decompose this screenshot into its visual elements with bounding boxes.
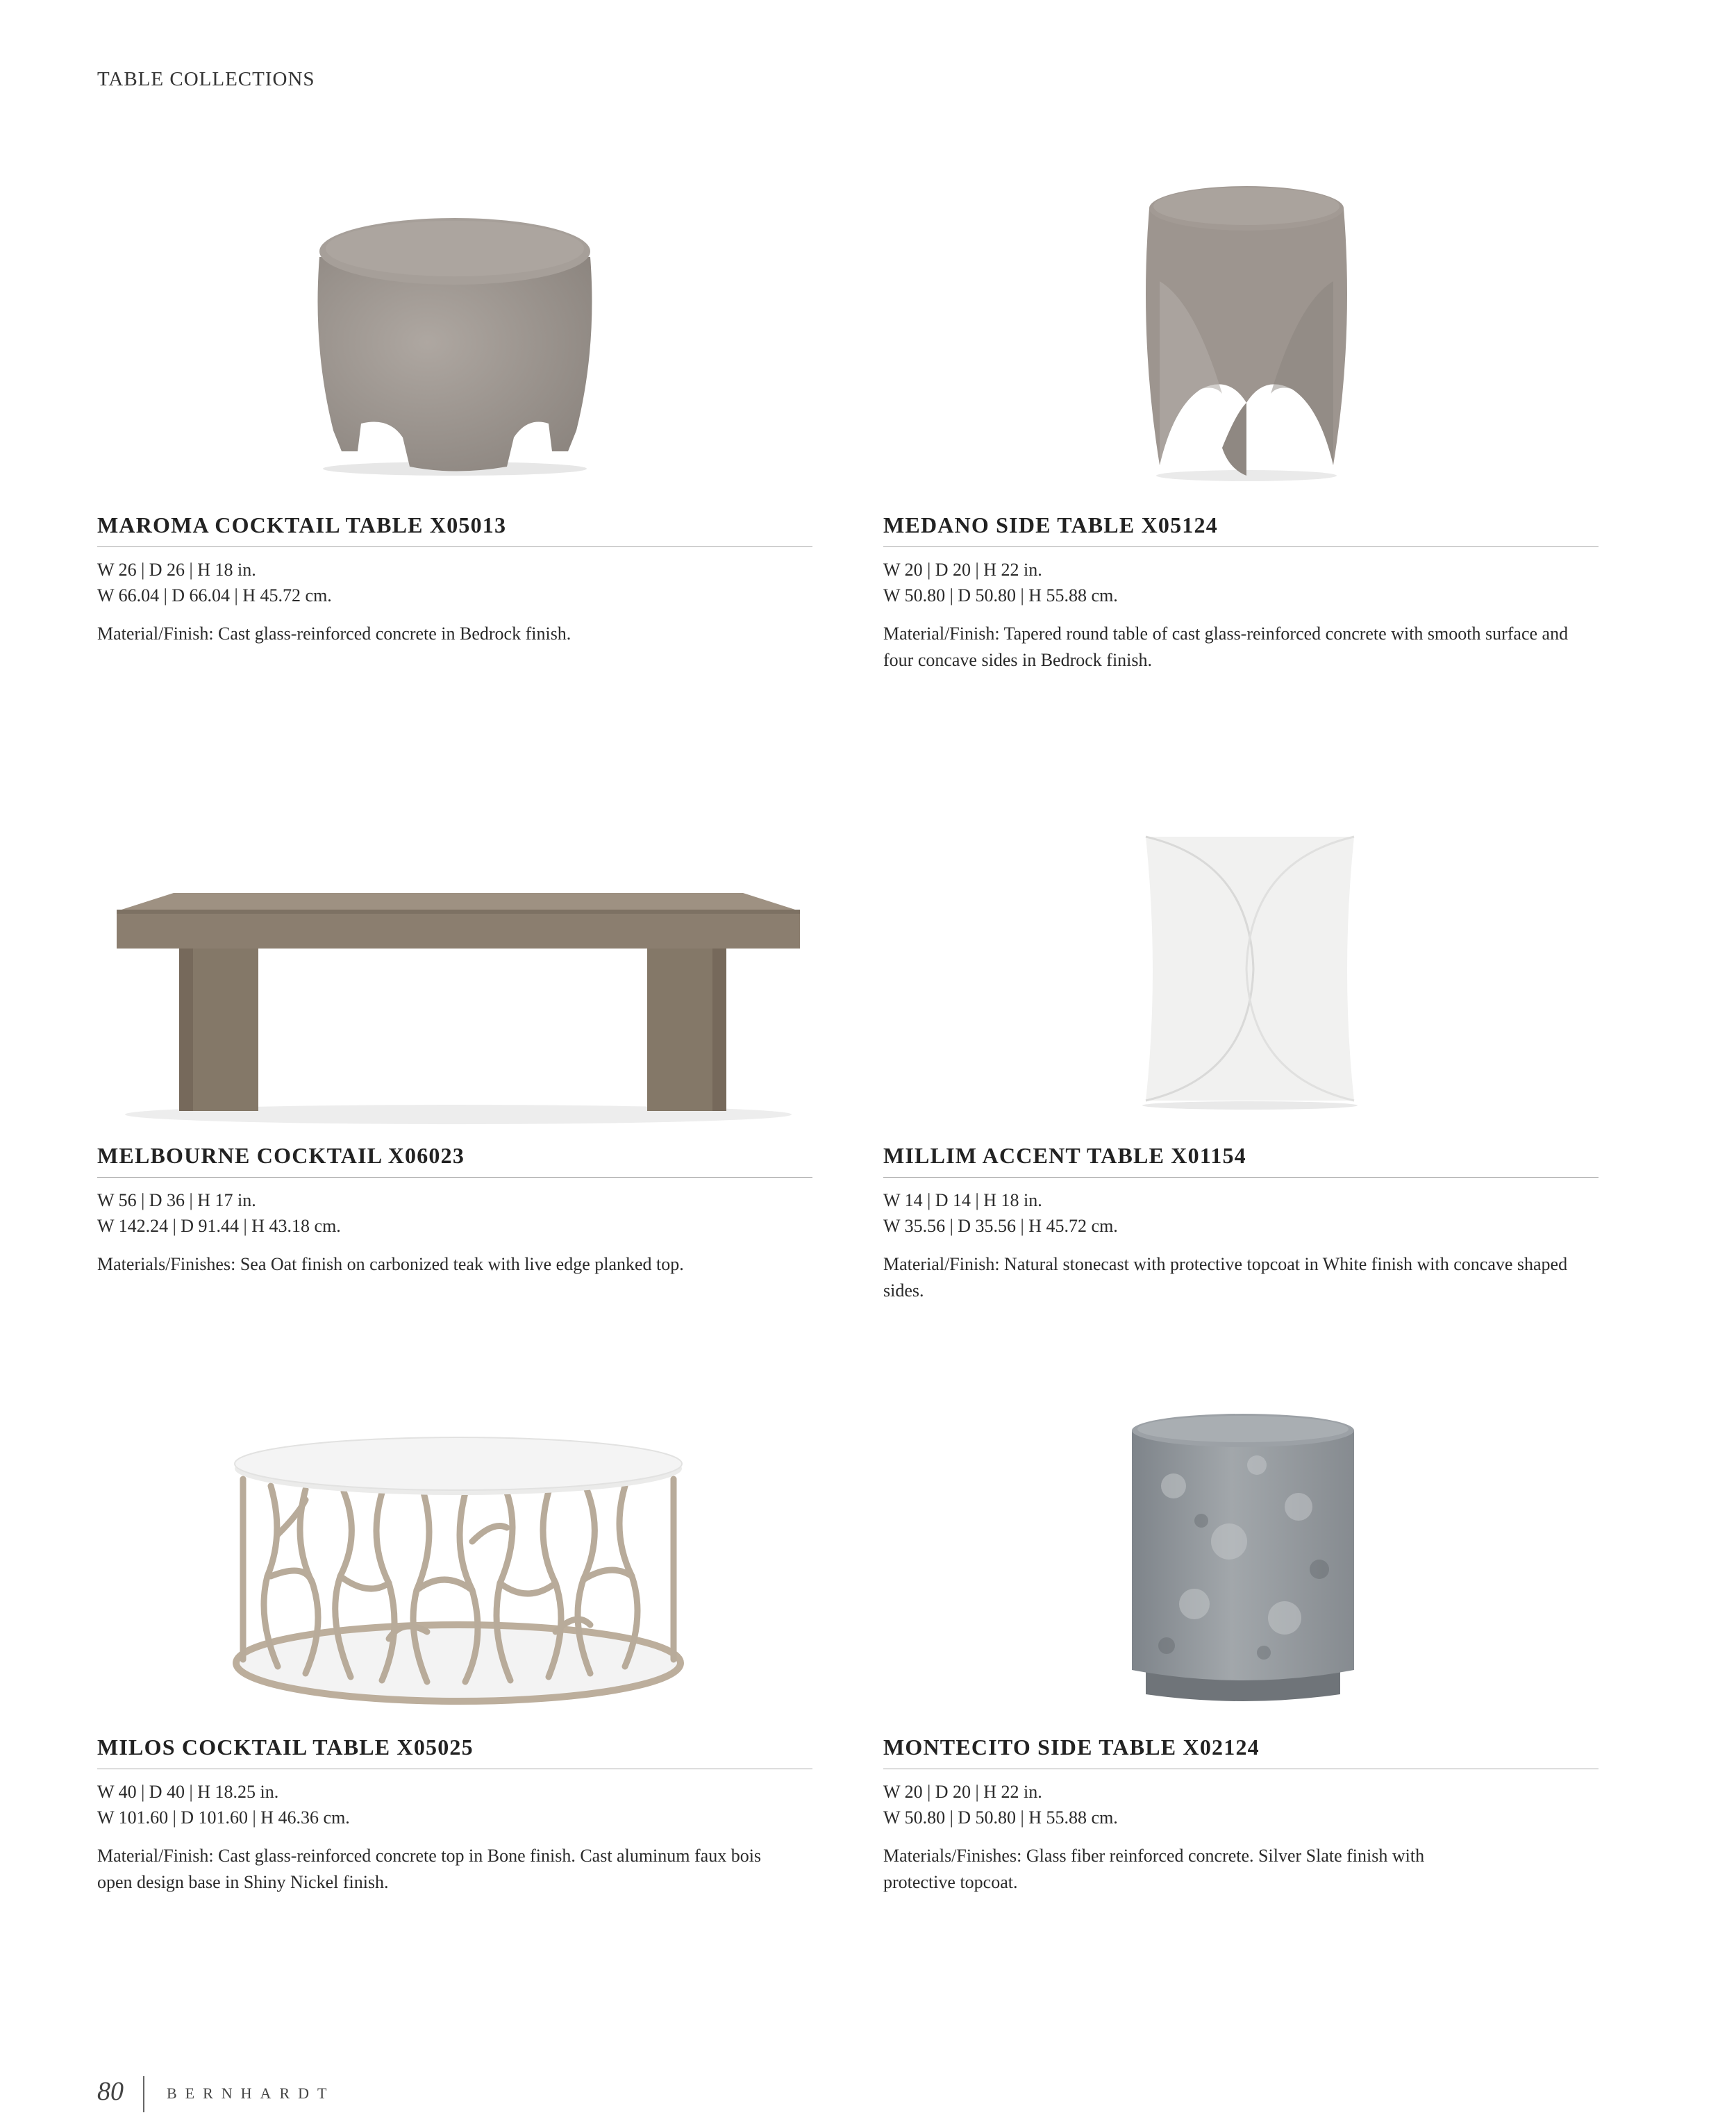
brand-wordmark: BERNHARDT: [167, 2085, 335, 2102]
product-name: MELBOURNE COCKTAIL X06023: [97, 1143, 812, 1178]
maroma-table-image: [306, 208, 604, 483]
melbourne-table-image: [111, 889, 806, 1128]
dimensions-inches: W 26 | D 26 | H 18 in.: [97, 560, 256, 580]
product-millim: [883, 1143, 1599, 1304]
montecito-table-image: [1125, 1403, 1361, 1705]
product-name: MEDANO SIDE TABLE X05124: [883, 512, 1599, 547]
product-description: Material/Finish: Cast glass-reinforced concrete in Bedrock finish.: [97, 624, 571, 644]
product-milos: [97, 1735, 812, 1896]
dimensions-inches: W 20 | D 20 | H 22 in.: [883, 560, 1042, 580]
product-montecito: [883, 1735, 1599, 1896]
dimensions-inches: W 40 | D 40 | H 18.25 in.: [97, 1782, 279, 1802]
dimensions-inches: W 14 | D 14 | H 18 in.: [883, 1190, 1042, 1210]
section-title: TABLE COLLECTIONS: [97, 68, 315, 90]
dimensions-cm: W 101.60 | D 101.60 | H 46.36 cm.: [97, 1807, 350, 1828]
millim-table-image: [1139, 833, 1361, 1114]
dimensions-inches: W 20 | D 20 | H 22 in.: [883, 1782, 1042, 1802]
medano-table-image: [1132, 177, 1361, 486]
product-description: Material/Finish: Tapered round table of cast glass-reinforced concrete with smooth surface and four concave sides in Bedrock finish.: [883, 624, 1569, 670]
product-name: MAROMA COCKTAIL TABLE X05013: [97, 512, 812, 547]
product-medano: [883, 512, 1599, 674]
product-name: MONTECITO SIDE TABLE X02124: [883, 1735, 1599, 1769]
product-name: MILOS COCKTAIL TABLE X05025: [97, 1735, 812, 1769]
product-maroma: [97, 512, 812, 647]
dimensions-cm: W 142.24 | D 91.44 | H 43.18 cm.: [97, 1216, 341, 1236]
dimensions-inches: W 56 | D 36 | H 17 in.: [97, 1190, 256, 1210]
milos-table-image: [229, 1430, 687, 1712]
product-description: Material/Finish: Natural stonecast with protective topcoat in White finish with concave shaped sides.: [883, 1254, 1568, 1301]
footer-divider: [143, 2076, 144, 2112]
product-description: Materials/Finishes: Glass fiber reinforced concrete. Silver Slate finish with protective topcoat.: [883, 1846, 1425, 1892]
dimensions-cm: W 66.04 | D 66.04 | H 45.72 cm.: [97, 585, 332, 605]
product-description: Material/Finish: Cast glass-reinforced concrete top in Bone finish. Cast aluminum faux bois open design base in Shiny Nickel finish.: [97, 1846, 762, 1892]
dimensions-cm: W 50.80 | D 50.80 | H 55.88 cm.: [883, 1807, 1118, 1828]
product-name: MILLIM ACCENT TABLE X01154: [883, 1143, 1599, 1178]
page-number: 80: [97, 2077, 124, 2106]
dimensions-cm: W 35.56 | D 35.56 | H 45.72 cm.: [883, 1216, 1118, 1236]
product-melbourne: [97, 1143, 812, 1278]
product-description: Materials/Finishes: Sea Oat finish on carbonized teak with live edge planked top.: [97, 1254, 684, 1274]
dimensions-cm: W 50.80 | D 50.80 | H 55.88 cm.: [883, 585, 1118, 605]
